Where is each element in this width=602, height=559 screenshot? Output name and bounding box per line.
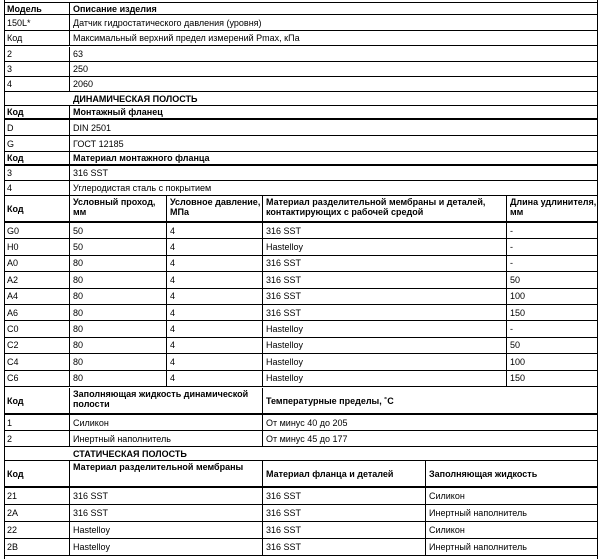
table-cell: 80 bbox=[70, 289, 167, 304]
header-cell: Описание изделия bbox=[73, 3, 157, 14]
static-header-row bbox=[4, 461, 598, 488]
table-cell: Инертный наполнитель bbox=[70, 431, 263, 446]
table-cell: 4 bbox=[167, 223, 263, 238]
table-cell: 80 bbox=[70, 354, 167, 369]
table-cell: 2 bbox=[4, 47, 70, 61]
diaphragm-row bbox=[4, 239, 598, 255]
table-cell: 316 SST bbox=[263, 272, 507, 287]
header-cell: Материал разделительной мембраны и деталей, контактирующих с рабочей средой bbox=[263, 196, 507, 221]
flange-row bbox=[4, 136, 598, 152]
table-cell: 316 SST bbox=[263, 522, 426, 538]
header-cell: Код bbox=[4, 388, 70, 413]
table-cell: 4 bbox=[4, 181, 70, 195]
table-cell: 316 SST bbox=[263, 505, 426, 521]
static-row bbox=[4, 539, 598, 556]
table-cell: 316 SST bbox=[263, 223, 507, 238]
table-cell: От минус 45 до 177 bbox=[266, 433, 348, 444]
header-cell: Материал разделительной мембраны bbox=[70, 461, 263, 486]
table-cell: DIN 2501 bbox=[73, 122, 112, 133]
table-cell: 21 bbox=[4, 488, 70, 504]
table-cell: C6 bbox=[4, 371, 70, 386]
table-cell: 80 bbox=[70, 371, 167, 386]
header-cell: Заполняющая жидкость bbox=[429, 468, 538, 479]
table-cell: Hastelloy bbox=[70, 522, 263, 538]
table-cell: Силикон bbox=[429, 491, 465, 501]
model-row bbox=[4, 31, 598, 46]
table-cell: 2060 bbox=[73, 79, 94, 89]
table-cell: 316 SST bbox=[263, 539, 426, 555]
table-cell: Силикон bbox=[429, 525, 465, 535]
table-cell: 150 bbox=[510, 373, 526, 384]
table-right-rule bbox=[597, 0, 598, 559]
table-cell: G0 bbox=[4, 223, 70, 238]
flange-material-row bbox=[4, 166, 598, 181]
table-cell: 80 bbox=[70, 272, 167, 287]
table-cell: 4 bbox=[167, 321, 263, 336]
table-cell: 4 bbox=[4, 77, 70, 91]
table-cell: D bbox=[4, 120, 70, 135]
table-cell: 316 SST bbox=[263, 305, 507, 320]
table-cell: Инертный наполнитель bbox=[429, 542, 527, 552]
flange-row bbox=[4, 120, 598, 136]
header-cell: Материал монтажного фланца bbox=[73, 153, 210, 163]
flange-header-row bbox=[4, 106, 598, 120]
table-cell: 4 bbox=[167, 354, 263, 369]
table-cell: Углеродистая сталь с покрытием bbox=[73, 183, 212, 193]
fluid-row bbox=[4, 431, 598, 447]
header-cell: Длина удлинителя, мм bbox=[507, 196, 598, 221]
diaphragm-row bbox=[4, 272, 598, 288]
table-cell: Hastelloy bbox=[263, 371, 507, 386]
table-cell: ГОСТ 12185 bbox=[73, 138, 124, 149]
table-cell: 3 bbox=[4, 62, 70, 76]
diaphragm-header-row bbox=[4, 196, 598, 223]
header-cell: Код bbox=[4, 461, 70, 486]
table-cell: 316 SST bbox=[263, 289, 507, 304]
table-cell: Силикон bbox=[70, 415, 263, 430]
diaphragm-row bbox=[4, 371, 598, 387]
table-cell: - bbox=[510, 324, 513, 335]
table-cell: A4 bbox=[4, 289, 70, 304]
table-cell: Инертный наполнитель bbox=[429, 508, 527, 518]
header-cell: Код bbox=[4, 196, 70, 221]
table-cell: G bbox=[4, 136, 70, 151]
table-cell: 2B bbox=[4, 539, 70, 555]
table-cell: 80 bbox=[70, 256, 167, 271]
table-cell: Hastelloy bbox=[263, 354, 507, 369]
table-cell: 316 SST bbox=[70, 505, 263, 521]
fluid-header-row bbox=[4, 388, 598, 415]
table-cell: 1 bbox=[4, 415, 70, 430]
model-row bbox=[4, 77, 598, 92]
diaphragm-row bbox=[4, 305, 598, 321]
table-cell: Код bbox=[4, 31, 70, 45]
table-cell: 50 bbox=[70, 239, 167, 254]
table-cell: C2 bbox=[4, 338, 70, 353]
table-cell: 4 bbox=[167, 371, 263, 386]
table-cell: 4 bbox=[167, 239, 263, 254]
diaphragm-row bbox=[4, 321, 598, 337]
table-cell: Hastelloy bbox=[70, 539, 263, 555]
table-cell: 3 bbox=[4, 166, 70, 180]
static-row bbox=[4, 522, 598, 539]
diaphragm-row bbox=[4, 223, 598, 239]
table-cell: 316 SST bbox=[70, 488, 263, 504]
table-cell: 2 bbox=[4, 431, 70, 446]
section-title-row bbox=[4, 92, 598, 106]
flange-material-row bbox=[4, 181, 598, 196]
section-title: ДИНАМИЧЕСКАЯ ПОЛОСТЬ bbox=[73, 93, 198, 104]
model-row bbox=[4, 62, 598, 77]
static-row bbox=[4, 488, 598, 505]
header-cell: Материал фланца и деталей bbox=[263, 461, 426, 486]
table-cell: От минус 40 до 205 bbox=[266, 417, 348, 428]
table-cell: 22 bbox=[4, 522, 70, 538]
table-cell: 4 bbox=[167, 338, 263, 353]
table-cell: 80 bbox=[70, 321, 167, 336]
section-title-row bbox=[4, 447, 598, 461]
diaphragm-row bbox=[4, 289, 598, 305]
table-cell: 50 bbox=[510, 274, 521, 285]
table-cell: - bbox=[510, 225, 513, 236]
table-cell: 50 bbox=[70, 223, 167, 238]
table-cell: 150 bbox=[510, 307, 526, 318]
table-cell: Hastelloy bbox=[263, 321, 507, 336]
flange-material-header-row bbox=[4, 152, 598, 166]
table-cell: - bbox=[510, 242, 513, 253]
table-cell: 4 bbox=[167, 272, 263, 287]
header-cell: Модель bbox=[4, 3, 70, 14]
table-cell: 100 bbox=[510, 356, 526, 367]
table-cell: A2 bbox=[4, 272, 70, 287]
table-cell: 316 SST bbox=[263, 488, 426, 504]
table-cell: 4 bbox=[167, 305, 263, 320]
table-cell: 80 bbox=[70, 305, 167, 320]
table-cell: A0 bbox=[4, 256, 70, 271]
table-cell: - bbox=[510, 258, 513, 269]
model-row bbox=[4, 15, 598, 31]
table-cell: A6 bbox=[4, 305, 70, 320]
header-cell: Заполняющая жидкость динамической полости bbox=[70, 388, 263, 413]
table-cell: C4 bbox=[4, 354, 70, 369]
table-cell: C0 bbox=[4, 321, 70, 336]
section-title: СТАТИЧЕСКАЯ ПОЛОСТЬ bbox=[73, 448, 187, 459]
table-cell: H0 bbox=[4, 239, 70, 254]
table-cell: 250 bbox=[73, 64, 89, 74]
table-cell: 2A bbox=[4, 505, 70, 521]
table-cell: 100 bbox=[510, 291, 526, 302]
model-row bbox=[4, 47, 598, 62]
table-cell: 316 SST bbox=[263, 256, 507, 271]
header-cell: Код bbox=[4, 106, 70, 118]
table-cell: 316 SST bbox=[73, 168, 109, 178]
header-cell: Температурные пределы, ˚С bbox=[266, 395, 394, 406]
diaphragm-row bbox=[4, 256, 598, 272]
header-cell: Монтажный фланец bbox=[73, 107, 163, 117]
table-cell: Hastelloy bbox=[263, 239, 507, 254]
fluid-row bbox=[4, 415, 598, 431]
header-cell: Условное давление, МПа bbox=[167, 196, 263, 221]
table-left-rule bbox=[4, 0, 5, 559]
table-cell: Hastelloy bbox=[263, 338, 507, 353]
table-cell: Максимальный верхний предел измерений Pmax, кПа bbox=[73, 33, 300, 43]
table-cell: 150L* bbox=[4, 15, 70, 30]
table-cell: 4 bbox=[167, 289, 263, 304]
model-header-row bbox=[4, 2, 598, 15]
table-cell: 50 bbox=[510, 340, 521, 351]
static-row bbox=[4, 505, 598, 522]
diaphragm-row bbox=[4, 354, 598, 370]
table-cell: Датчик гидростатического давления (уровня) bbox=[73, 17, 262, 28]
table-cell: 63 bbox=[73, 49, 84, 59]
diaphragm-row bbox=[4, 338, 598, 354]
header-cell: Условный проход, мм bbox=[70, 196, 167, 221]
table-cell: 80 bbox=[70, 338, 167, 353]
header-cell: Код bbox=[4, 152, 70, 164]
table-cell: 4 bbox=[167, 256, 263, 271]
